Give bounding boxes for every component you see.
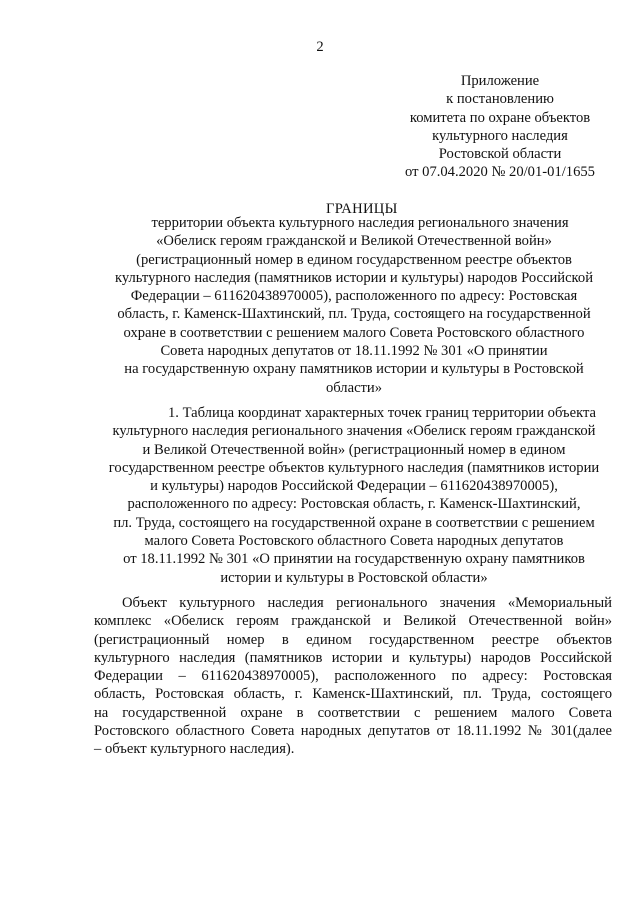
- appendix-line: культурного наследия: [432, 127, 568, 144]
- title-line: (регистрационный номер в едином государственном реестре объектов: [136, 251, 572, 268]
- title-line: на государственную охрану памятников истории и культуры в Ростовской: [124, 361, 584, 378]
- section-line: и Великой Отечественной войн» (регистрационный номер в едином: [142, 441, 566, 458]
- body-line: Федерации – 611620438970005), расположенного по адресу: Ростовская: [94, 668, 612, 685]
- section-line: истории и культуры в Ростовской области»: [220, 569, 488, 586]
- body-line: на государственной охране в соответствии с решением малого Совета: [94, 704, 612, 721]
- section-line: малого Совета Ростовского областного Совета народных депутатов: [144, 533, 564, 550]
- title-line: Федерации – 611620438970005), расположенного по адресу: Ростовская: [130, 288, 578, 305]
- title-block: [94, 214, 614, 397]
- title-line: культурного наследия (памятников истории и культуры) народов Российской: [114, 269, 594, 286]
- section-line: пл. Труда, состоящего на государственной охране в соответствии с решением: [113, 514, 595, 531]
- document-heading: ГРАНИЦЫ: [326, 201, 398, 217]
- appendix-block: [380, 72, 620, 182]
- section-heading-block: [94, 404, 614, 587]
- title-line: «Обелиск героям гражданской и Великой Отечественной войн»: [156, 233, 552, 250]
- section-line: 1. Таблица координат характерных точек границ территории объекта: [167, 405, 596, 421]
- title-line: область, г. Каменск-Шахтинский, пл. Труда, состоящего на государственной: [117, 306, 591, 323]
- body-line: комплекс «Обелиск героям гражданской и Великой Отечественной войн»: [94, 613, 612, 630]
- body-paragraph: [94, 594, 612, 759]
- title-line: области»: [325, 379, 383, 396]
- title-line: охране в соответствии с решением малого Совета Ростовского областного: [123, 324, 585, 341]
- section-line: государственном реестре объектов культурного наследия (памятников истории: [108, 459, 600, 476]
- appendix-line: от 07.04.2020 № 20/01-01/1655: [405, 164, 595, 181]
- body-line: культурного наследия (памятников истории и культуры) народов Российской: [94, 649, 612, 666]
- section-line: культурного наследия регионального значения «Обелиск героям гражданской: [112, 423, 596, 440]
- body-line: (регистрационный номер в едином государственном реестре объектов: [94, 631, 612, 648]
- appendix-line: к постановлению: [446, 91, 554, 108]
- body-line: Ростовского областного Совета народных депутатов от 18.11.1992 № 301(далее: [94, 723, 612, 740]
- section-line: и культуры) народов Российской Федерации – 611620438970005),: [150, 478, 558, 495]
- page-number: 2: [316, 39, 324, 55]
- appendix-line: Ростовской области: [438, 146, 562, 163]
- title-line: Совета народных депутатов от 18.11.1992 № 301 «О принятии: [160, 343, 548, 360]
- title-line: территории объекта культурного наследия регионального значения: [151, 215, 569, 231]
- body-line: – объект культурного наследия).: [94, 741, 295, 758]
- section-line: расположенного по адресу: Ростовская область, г. Каменск-Шахтинский,: [127, 496, 581, 513]
- section-line: от 18.11.1992 № 301 «О принятии на государственную охрану памятников: [123, 551, 585, 568]
- body-line: область, Ростовская область, г. Каменск-Шахтинский, пл. Труда, состоящего: [94, 686, 612, 703]
- appendix-line: комитета по охране объектов: [409, 109, 591, 126]
- body-line: Объект культурного наследия регионального значения «Мемориальный: [122, 595, 612, 611]
- appendix-line: Приложение: [460, 73, 540, 89]
